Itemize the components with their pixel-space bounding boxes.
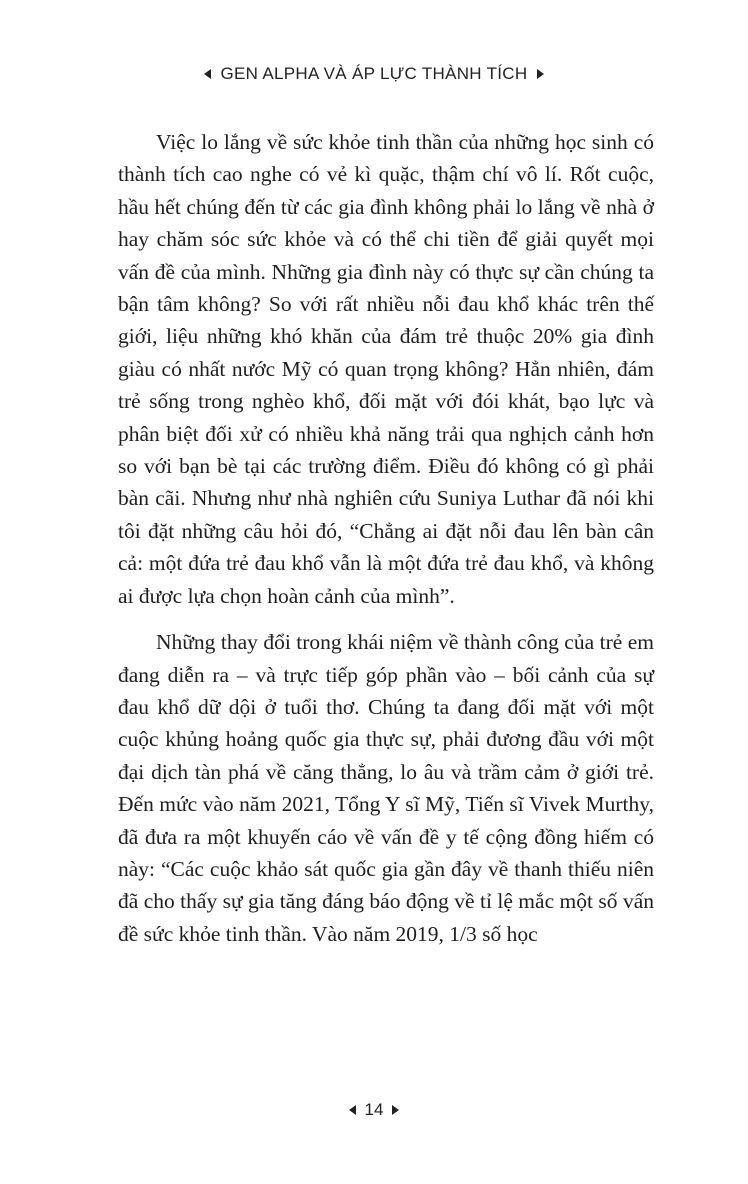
page-footer <box>0 1100 748 1120</box>
running-header <box>0 64 748 84</box>
triangle-right-icon <box>392 1105 399 1115</box>
triangle-left-icon <box>204 69 211 79</box>
triangle-right-icon <box>537 69 544 79</box>
header-title: GEN ALPHA VÀ ÁP LỰC THÀNH TÍCH <box>220 64 528 83</box>
paragraph-1: Việc lo lắng về sức khỏe tinh thần của những học sinh có thành tích cao nghe có vẻ kì quặc, thậm chí vô lí. Rốt cuộc, hầu hết chúng đến từ các gia đình không phải lo lắng về nhà ở hay chăm sóc sức khỏe và có thể chi tiền để giải quyết mọi vấn đề của mình. Những gia đình này có thực sự cần chúng ta bận tâm không? So với rất nhiều nỗi đau khổ khác trên thế giới, liệu những khó khăn của đám trẻ thuộc 20% gia đình giàu có nhất nước Mỹ có quan trọng không? Hẳn nhiên, đám trẻ sống trong nghèo khổ, đối mặt với đói khát, bạo lực và phân biệt đối xử có nhiều khả năng trải qua nghịch cảnh hơn so với bạn bè tại các trường điểm. Điều đó không có gì phải bàn cãi. Nhưng như nhà nghiên cứu Suniya Luthar đã nói khi tôi đặt những câu hỏi đó, “Chẳng ai đặt nỗi đau lên bàn cân cả: một đứa trẻ đau khổ vẫn là một đứa trẻ đau khổ, và không ai được lựa chọn hoàn cảnh của mình”. <box>118 130 654 608</box>
page-number: 14 <box>364 1100 384 1119</box>
body-text <box>118 126 654 964</box>
triangle-left-icon <box>349 1105 356 1115</box>
paragraph-2: Những thay đổi trong khái niệm về thành công của trẻ em đang diễn ra – và trực tiếp góp phần vào – bối cảnh của sự đau khổ dữ dội ở tuổi thơ. Chúng ta đang đối mặt với một cuộc khủng hoảng quốc gia thực sự, phải đương đầu với một đại dịch tàn phá về căng thẳng, lo âu và trầm cảm ở giới trẻ. Đến mức vào năm 2021, Tổng Y sĩ Mỹ, Tiến sĩ Vivek Murthy, đã đưa ra một khuyến cáo về vấn đề y tế cộng đồng hiếm có này: “Các cuộc khảo sát quốc gia gần đây về thanh thiếu niên đã cho thấy sự gia tăng đáng báo động về tỉ lệ mắc một số vấn đề sức khỏe tinh thần. Vào năm 2019, 1/3 số học <box>118 630 654 946</box>
